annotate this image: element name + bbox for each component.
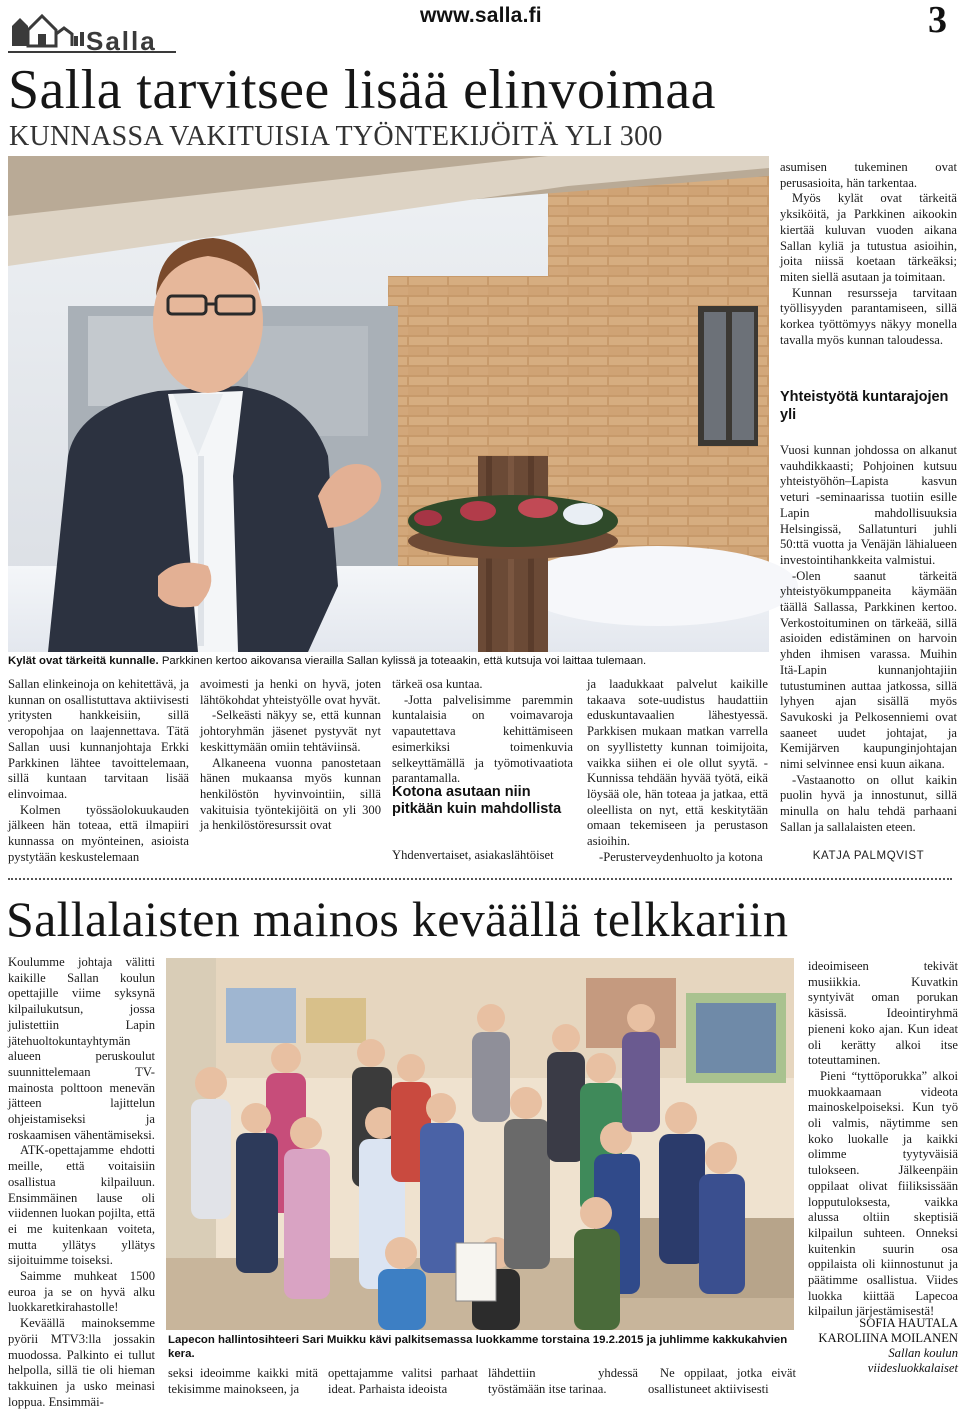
article1-column-1 <box>8 677 189 865</box>
paragraph: Saimme muhkeat 1500 euroa ja se on hyvä alku luokkaretkirahastolle! <box>8 1269 155 1315</box>
article1-column-3 <box>392 677 573 787</box>
caption-lead: Kylät ovat tärkeitä kunnalle. <box>8 655 159 667</box>
article-divider <box>8 878 952 880</box>
paragraph: Kunnan resursseja tarvitaan työllisyyden parantamiseen, sillä korkea työttömyys näkyy monella tavalla myös kunnan taloudessa. <box>780 285 957 347</box>
paragraph: -Perusterveydenhuolto ja kotona <box>599 849 763 864</box>
article1-right-column-top <box>780 160 957 348</box>
salla-logo <box>8 6 178 58</box>
paragraph: Ne oppilaat, jotka eivät osallistuneet aktiivisesti <box>648 1366 796 1396</box>
article2-column-3 <box>328 1366 478 1397</box>
paragraph: seksi ideoimme kaikki mitä tekisimme mainokseen, ja <box>168 1366 318 1396</box>
article1-byline: KATJA PALMQVIST <box>812 850 925 862</box>
paragraph: tärkeä osa kuntaa. <box>392 677 483 691</box>
caption-text: Parkkinen kertoo aikovansa vierailla Sallan kylissä ja toteaakin, että kutsuja voi laittaa tulemaan. <box>158 655 647 667</box>
subheading-kotona: Kotona asutaan niin pitkään kuin mahdollista <box>392 784 562 817</box>
paragraph: avoimesti ja henki on hyvä, joten lähtökohdat yhteistyölle ovat hyvät. <box>200 677 381 707</box>
article2-column-6 <box>808 959 958 1320</box>
photo2-caption: Lapecon hallintosihteeri Sari Muikku kävi palkitsemassa luokkamme torstaina 19.2.2015 ja juhlimme kakkukahvien kera. <box>168 1334 788 1360</box>
paragraph: Pieni “tyttöporukka” alkoi muokkaamaan videota mainoskelpoiseksi. Kun työ oli valmis, näytimme sen koko luokalle ja kaikki olimme tyytyväisiä tulokseen. Jälkeenpäin oppilaat olivat fiiliksissään lopputuloksesta, vaikka alussa oltiin skeptisiä kilpailun suhteen. Onneksi kuitenkin suurin osa oppilaista oli kiinnostunut ja päätimme osallistua. Viides luokka kiittää Lapecoa kilpailun järjestämisestä! <box>808 1068 958 1319</box>
article2-headline: Sallalaisten mainos keväällä telkkariin <box>6 891 789 947</box>
paragraph: asumisen tukeminen ovat perusasioita, hän tarkentaa. <box>780 160 957 190</box>
article2-byline <box>808 1316 958 1376</box>
paragraph: Vuosi kunnan johdossa on alkanut vauhdikkaasti; Pohjoinen kutsuu yhteistyöhön–Lapista kasvun veturi -seminaarissa tuotiin esille Lapin mahdollisuuksia Helsingissä, Sallatunturi juhli 50:ttä vuotta ja Venäjän lähialueen investointihankkeita valmistui. <box>780 443 957 567</box>
page-number: 3 <box>928 0 947 41</box>
paragraph: Alkaneena vuonna panostetaan hänen mukaansa myös kunnan henkilöstön hyvinvointiin, sillä vakituisia työntekijöitä on yli 300 ja henkilöstöresurssit ovat <box>200 755 381 833</box>
article2-column-5 <box>648 1366 796 1397</box>
paragraph: -Jotta palvelisimme paremmin kuntalaisia on voimavaroja vapautettava kehittämiseen esimerkiksi toimenkuvia selkeyttämällä ja työmotivaatiota parantamalla. <box>392 692 573 786</box>
paragraph: lähdettiin yhdessä työstämään itse tarinaa. <box>488 1366 638 1396</box>
article2-column-2 <box>168 1366 318 1397</box>
article1-right-column-bottom <box>780 443 957 836</box>
paragraph: -Olen saanut tärkeitä yhteistyökumppaneita käymään täällä Sallassa, Parkkinen kertoo. Verkostoituminen on tärkeää, sillä asioiden edistäminen on harvoin yhden ihmisen varassa. Muihin Itä-Lapin kunnanjohtajiin tutustuminen auttaa jatkossa, sillä lyhyen ajan sisällä myös Savukoski ja Pelkosenniemi ovat saaneet uudet johtajat, ja Kemijärven kaupunginjohtajan nimi selvinnee ensi kuun aikana. <box>780 568 957 772</box>
paragraph: Myös kylät ovat tärkeitä yksiköitä, ja Parkkinen aikookin kiertää kuluvan vuoden aikana Sallan kyliä ja tutustua asioihin, joita niissä koetaan tärkeäksi; miten siellä asutaan ja toimitaan. <box>780 191 957 284</box>
paragraph: ja laadukkaat palvelut kaikille takaava sote-uudistus haudattiin eduskuntavaalien lähestyessä. Parkkisen mukaan matkan varrella on syyllistetty kunnan toimijoita, vaikka siihen ei ole ollut syytä. -Kunnissa tehdään hyvää työtä, eikä löysää ole, hän toteaa ja jatkaa, että oleellista on nyt, että keskitytään omaan tekemiseen ja perustason asioihin. <box>587 677 768 849</box>
subheading-yhteistyo: Yhteistyötä kuntarajojen yli <box>780 389 949 423</box>
paragraph: ATK-opettajamme ehdotti meille, että voitaisiin osallistua kilpailuun. Ensimmäinen lause oli viidennen luokan pojilta, että ei me kuitenkaan voiteta, mutta yllätys yllätys sijoituimme toiseksi. <box>8 1143 155 1268</box>
paragraph: Kolmen työssäolokuukauden jälkeen hän toteaa, että ilmapiiri kunnassa on myönteinen, asioista pystytään keskustelemaan <box>8 802 189 864</box>
paragraph: -Vastaanotto on ollut kaikin puolin hyvä ja innostunut, sillä minulla on halu tehdä parhaani Sallan ja sallalaisten eteen. <box>780 772 957 834</box>
article1-column-2 <box>200 677 381 834</box>
article1-column-4 <box>587 677 768 865</box>
article1-subheadline: KUNNASSA VAKITUISIA TYÖNTEKIJÖITÄ YLI 300 <box>9 121 663 152</box>
website-url[interactable]: www.salla.fi <box>420 4 542 27</box>
paragraph: -Selkeästi näkyy se, että kunnan johtoryhmän jäsenet pystyvät nyt keskittymään omiin tehtäviinsä. <box>200 708 381 754</box>
paragraph: Yhdenvertaiset, asiakaslähtöiset <box>392 848 554 862</box>
paragraph: opettajamme valitsi parhaat ideat. Parhaista ideoista <box>328 1366 478 1396</box>
byline-name: SOFIA HAUTALA <box>859 1316 958 1330</box>
byline-role: Sallan koulun <box>888 1346 958 1360</box>
paragraph: Koulumme johtaja välitti kaikille Sallan koulun opettajille viime syksynä kilpailukutsun, jossa julistettiin Lapin jätehuoltokuntayhtymän alueen peruskoulut suunnittelemaan TV-mainosta polttoon menevän jätteen lajittelun ohjeistamiseksi ja roskaamisen vähentämiseksi. <box>8 955 155 1142</box>
byline-role: viidesluokkalaiset <box>867 1361 958 1375</box>
article2-column-1 <box>8 955 155 1410</box>
byline-name: KAROLIINA MOILANEN <box>818 1331 958 1345</box>
photo-class-with-diploma <box>166 958 794 1330</box>
logo-wordmark: Salla <box>86 26 157 56</box>
article1-headline: Salla tarvitsee lisää elinvoimaa <box>8 59 716 121</box>
photo1-caption <box>8 654 773 668</box>
article1-column-3-continued <box>392 848 573 864</box>
article2-column-4 <box>488 1366 638 1397</box>
paragraph: ideoimiseen tekivät musiikkia. Kuvatkin syntyivät oman porukan käsissä. Ideointiryhmä pieneni koko ajan. Kun ideat oli kerätty alkoi itse toteuttaminen. <box>808 959 958 1068</box>
paragraph: Keväällä mainoksemme pyörii MTV3:lla jossakin muodossa. Palkinto ei tullut helpolla, sillä tie oli hieman takkuinen ja usko meinasi loppua. Ensimmäi- <box>8 1316 155 1409</box>
photo-man-in-front-of-building <box>8 156 769 652</box>
paragraph: Sallan elinkeinoja on kehitettävä, ja kunnan on osallistuttava aktiivisesti yritysten hankkeisiin, sillä veropohjaa on laajennettava. Tätä Sallan uusi kunnanjohtaja Erkki Parkkinen lähtee tavoittelemaan, sillä kuntaan tarvitaan lisää elinvoimaa. <box>8 677 189 801</box>
